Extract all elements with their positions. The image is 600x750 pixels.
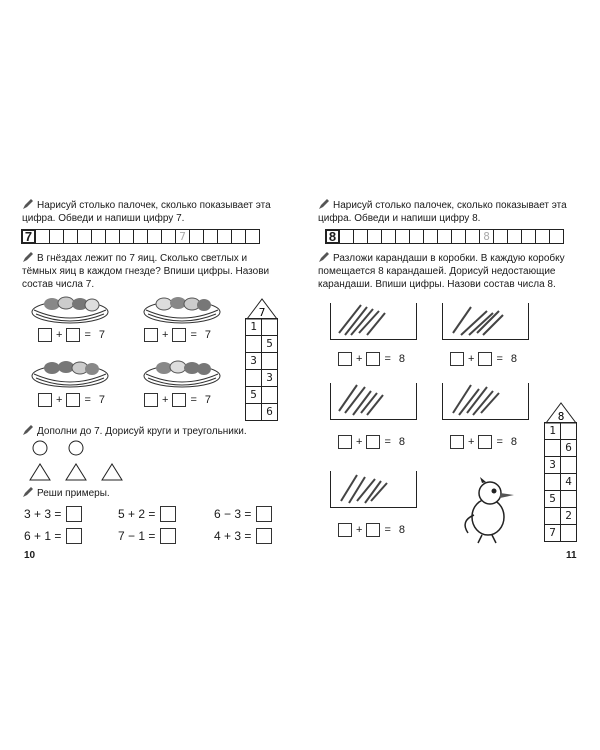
equation: + = 8 xyxy=(338,435,409,449)
page-left xyxy=(0,190,300,570)
page-number: 11 xyxy=(566,550,577,561)
pencil-icon xyxy=(318,198,330,210)
task-draw-sticks-7: Нарисуй столько палочек, сколько показывает эта цифра. Обведи и напиши цифру 7. xyxy=(22,200,271,224)
task-draw-sticks-8: Нарисуй столько палочек, сколько показывает эта цифра. Обведи и напиши цифру 8. xyxy=(318,200,567,224)
pencil-box xyxy=(330,303,417,340)
pencil-box xyxy=(442,383,529,420)
task-pencils: Разложи карандаши в коробки. В каждую коробку помещается 8 карандашей. Дорисуй недостающие карандаши. Впиши цифры. Назови состав числа 8. xyxy=(318,253,565,290)
pencils-icon xyxy=(443,383,528,419)
page-right xyxy=(300,190,600,570)
pencil-icon xyxy=(22,198,34,210)
writing-strip-7[interactable] xyxy=(22,229,260,244)
house-roof xyxy=(545,402,577,424)
circle-icon xyxy=(69,441,83,455)
example: 5 + 2 = xyxy=(118,506,176,522)
number-house-8 xyxy=(545,402,577,542)
bird-icon xyxy=(452,475,522,545)
nest-icon xyxy=(144,297,220,323)
nest-icon xyxy=(144,361,220,387)
pencil-box xyxy=(442,303,529,340)
pencils-icon xyxy=(331,383,416,419)
example: 4 + 3 = xyxy=(214,528,272,544)
house-grid: 1 6 3 4 5 2 7 xyxy=(545,423,577,542)
nest-icon xyxy=(32,361,108,387)
pencils-icon xyxy=(331,303,416,339)
pencil-icon xyxy=(22,251,34,263)
triangle-icon xyxy=(66,464,86,480)
digit-cell: 7 xyxy=(21,229,36,244)
nest-icon xyxy=(32,297,108,323)
workbook-spread xyxy=(0,190,600,570)
example: 7 − 1 = xyxy=(118,528,176,544)
triangle-icon xyxy=(102,464,122,480)
task-nests: В гнёздах лежит по 7 яиц. Сколько светлых и тёмных яиц в каждом гнезде? Впиши цифры. Назови состав числа 7. xyxy=(22,253,270,290)
trace-digit[interactable]: 7 xyxy=(175,229,190,244)
shapes-illustration xyxy=(28,440,138,485)
example: 3 + 3 = xyxy=(24,506,82,522)
equation: + = 8 xyxy=(450,352,521,366)
pencil-box xyxy=(330,471,417,508)
equation: + = 8 xyxy=(338,523,409,537)
task-complete-to-7: Дополни до 7. Дорисуй круги и треугольники. xyxy=(22,424,282,438)
equation: + = 8 xyxy=(338,352,409,366)
example: 6 + 1 = xyxy=(24,528,82,544)
circle-icon xyxy=(33,441,47,455)
example: 6 − 3 = xyxy=(214,506,272,522)
page-number: 10 xyxy=(24,550,36,561)
house-grid: 1 5 3 3 5 6 xyxy=(246,319,278,421)
writing-strip-8[interactable] xyxy=(326,229,564,244)
equation: + = 8 xyxy=(450,435,521,449)
pencil-box xyxy=(330,383,417,420)
pencil-icon xyxy=(318,251,330,263)
triangle-icon xyxy=(30,464,50,480)
pencils-icon xyxy=(331,471,416,507)
house-roof xyxy=(246,298,278,320)
trace-digit[interactable]: 8 xyxy=(479,229,494,244)
pencil-icon xyxy=(22,486,34,498)
pencil-icon xyxy=(22,424,34,436)
task-solve-examples: Реши примеры. xyxy=(22,486,222,500)
equation: + = 7 xyxy=(38,328,109,342)
svg-text:8: 8 xyxy=(557,410,565,423)
number-house-7 xyxy=(246,298,278,421)
digit-cell: 8 xyxy=(325,229,340,244)
nests-illustration xyxy=(30,292,240,402)
equation: + = 7 xyxy=(144,393,215,407)
pencils-icon xyxy=(443,303,528,339)
equation: + = 7 xyxy=(144,328,215,342)
equation: + = 7 xyxy=(38,393,109,407)
svg-text:7: 7 xyxy=(258,306,266,319)
